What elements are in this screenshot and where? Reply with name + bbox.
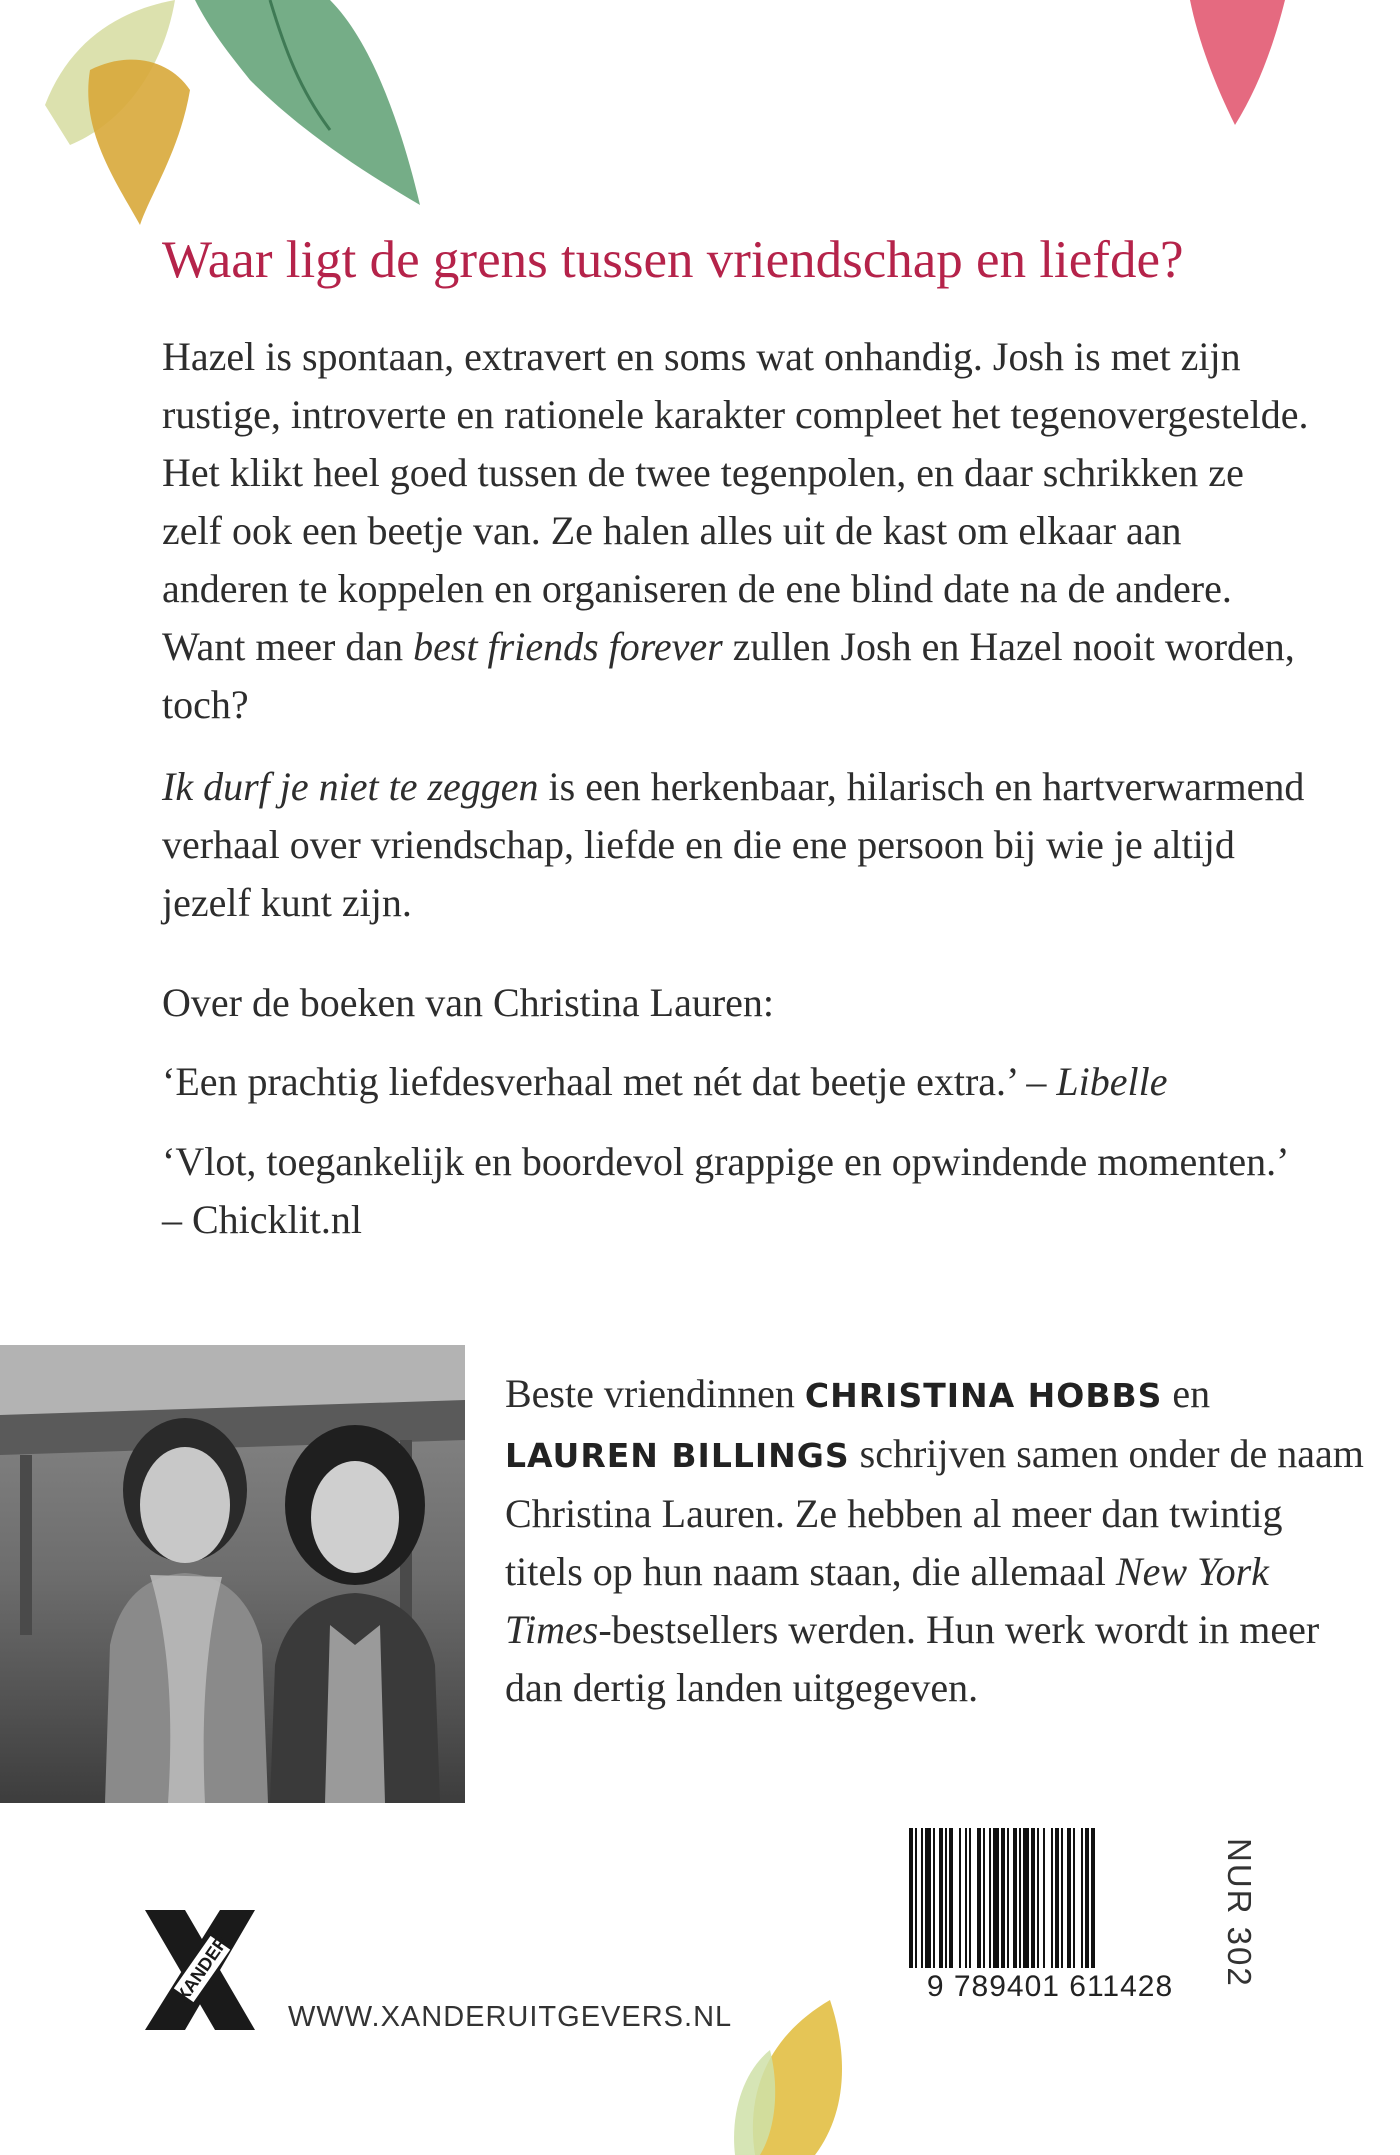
barcode-bar bbox=[945, 1828, 947, 1968]
barcode-bar bbox=[933, 1828, 935, 1968]
barcode-bar bbox=[1037, 1828, 1039, 1968]
barcode-bar bbox=[1013, 1828, 1017, 1968]
xander-logo bbox=[140, 1905, 260, 2035]
synopsis-italic: best friends forever bbox=[413, 624, 723, 669]
barcode-bar bbox=[1007, 1828, 1009, 1968]
author-name-1: CHRISTINA HOBBS bbox=[804, 1376, 1163, 1415]
barcode-bar bbox=[1091, 1828, 1095, 1968]
barcode-bar bbox=[1061, 1828, 1063, 1968]
barcode-bar bbox=[939, 1828, 943, 1968]
barcode-bar bbox=[909, 1828, 913, 1968]
barcode-bar bbox=[1051, 1828, 1053, 1968]
bio-text-2: en bbox=[1162, 1371, 1211, 1416]
headline: Waar ligt de grens tussen vriendschap en liefde? bbox=[162, 231, 1184, 289]
barcode-bar bbox=[1073, 1828, 1075, 1968]
author-name-2: LAUREN BILLINGS bbox=[505, 1436, 850, 1475]
barcode-bar bbox=[1023, 1828, 1029, 1968]
barcode-bar bbox=[989, 1828, 991, 1968]
review-quote-1 bbox=[162, 1053, 1312, 1111]
barcode-bar bbox=[949, 1828, 953, 1968]
bio-text-3: schrijven samen onder de naam Christina Lauren. Ze hebben al meer dan twintig titels op hun naam staan, die allemaal bbox=[505, 1431, 1364, 1594]
barcode-bar bbox=[925, 1828, 931, 1968]
book-title-italic: Ik durf je niet te zeggen bbox=[162, 764, 539, 809]
barcode-bar bbox=[993, 1828, 999, 1968]
publisher-website[interactable]: WWW.XANDERUITGEVERS.NL bbox=[288, 2001, 733, 2033]
barcode-bar bbox=[1085, 1828, 1089, 1968]
barcode-bar bbox=[915, 1828, 917, 1968]
leaf-top-left-yellow bbox=[88, 60, 190, 225]
barcode-bar bbox=[1019, 1828, 1021, 1968]
leaf-vein bbox=[270, 0, 330, 130]
barcode-bar bbox=[977, 1828, 981, 1968]
author-bio bbox=[505, 1365, 1365, 1717]
barcode-bar bbox=[921, 1828, 923, 1968]
review-quote-2: ‘Vlot, toegankelijk en boordevol grappige en opwindende momenten.’ – Chicklit.nl bbox=[162, 1139, 1287, 1242]
synopsis-text-2: is een herkenbaar, hilarisch en hartverwarmend verhaal over vriendschap, liefde en die ene persoon bij wie je altijd jezelf kunt zijn. bbox=[162, 764, 1305, 925]
bio-text-4: -bestsellers werden. Hun werk wordt in meer dan dertig landen uitgegeven. bbox=[505, 1607, 1320, 1710]
review-quote-1-source: Libelle bbox=[1056, 1059, 1168, 1104]
leaf-top-green bbox=[195, 0, 420, 205]
review-quote-1-text: ‘Een prachtig liefdesverhaal met nét dat beetje extra.’ – bbox=[162, 1059, 1057, 1104]
leaf-bottom-yellow bbox=[753, 2000, 842, 2155]
isbn-number: 9 789401 611428 bbox=[926, 1970, 1174, 2003]
bio-italic: New York Times bbox=[505, 1549, 1269, 1652]
barcode-bar bbox=[1001, 1828, 1005, 1968]
barcode-bar bbox=[983, 1828, 985, 1968]
barcode-bar bbox=[1055, 1828, 1059, 1968]
synopsis-text: Hazel is spontaan, extravert en soms wat onhandig. Josh is met zijn rustige, introverte en rationele karakter compleet het tegenovergestelde. Het klikt heel goed tussen de twee tegenpolen, en daar schrikken ze zelf ook een beetje van. Ze halen alles uit de kast om elkaar aan anderen te koppelen en organiseren de ene blind date na de andere. Want meer dan bbox=[162, 334, 1309, 669]
barcode-bar bbox=[1043, 1828, 1045, 1968]
barcode-bar bbox=[1031, 1828, 1035, 1968]
leaf-top-left-green bbox=[45, 0, 175, 145]
leaf-bottom-green bbox=[734, 2050, 775, 2155]
barcode-bar bbox=[965, 1828, 967, 1968]
synopsis-paragraph-1 bbox=[162, 328, 1312, 734]
nur-code: NUR 302 bbox=[1221, 1838, 1258, 1988]
synopsis-text-end: zullen Josh en Hazel nooit worden, toch? bbox=[162, 624, 1295, 727]
barcode-bar bbox=[969, 1828, 971, 1968]
synopsis-paragraph-2 bbox=[162, 758, 1312, 932]
barcode-bar bbox=[959, 1828, 961, 1968]
logo-text: XANDER bbox=[172, 1932, 232, 2006]
bio-text-1: Beste vriendinnen bbox=[505, 1371, 805, 1416]
barcode-bar bbox=[1081, 1828, 1083, 1968]
reviews-intro: Over de boeken van Christina Lauren: bbox=[162, 980, 775, 1025]
author-photo bbox=[0, 1345, 465, 1803]
barcode-bar bbox=[1067, 1828, 1071, 1968]
leaf-top-right-red bbox=[1190, 0, 1285, 125]
